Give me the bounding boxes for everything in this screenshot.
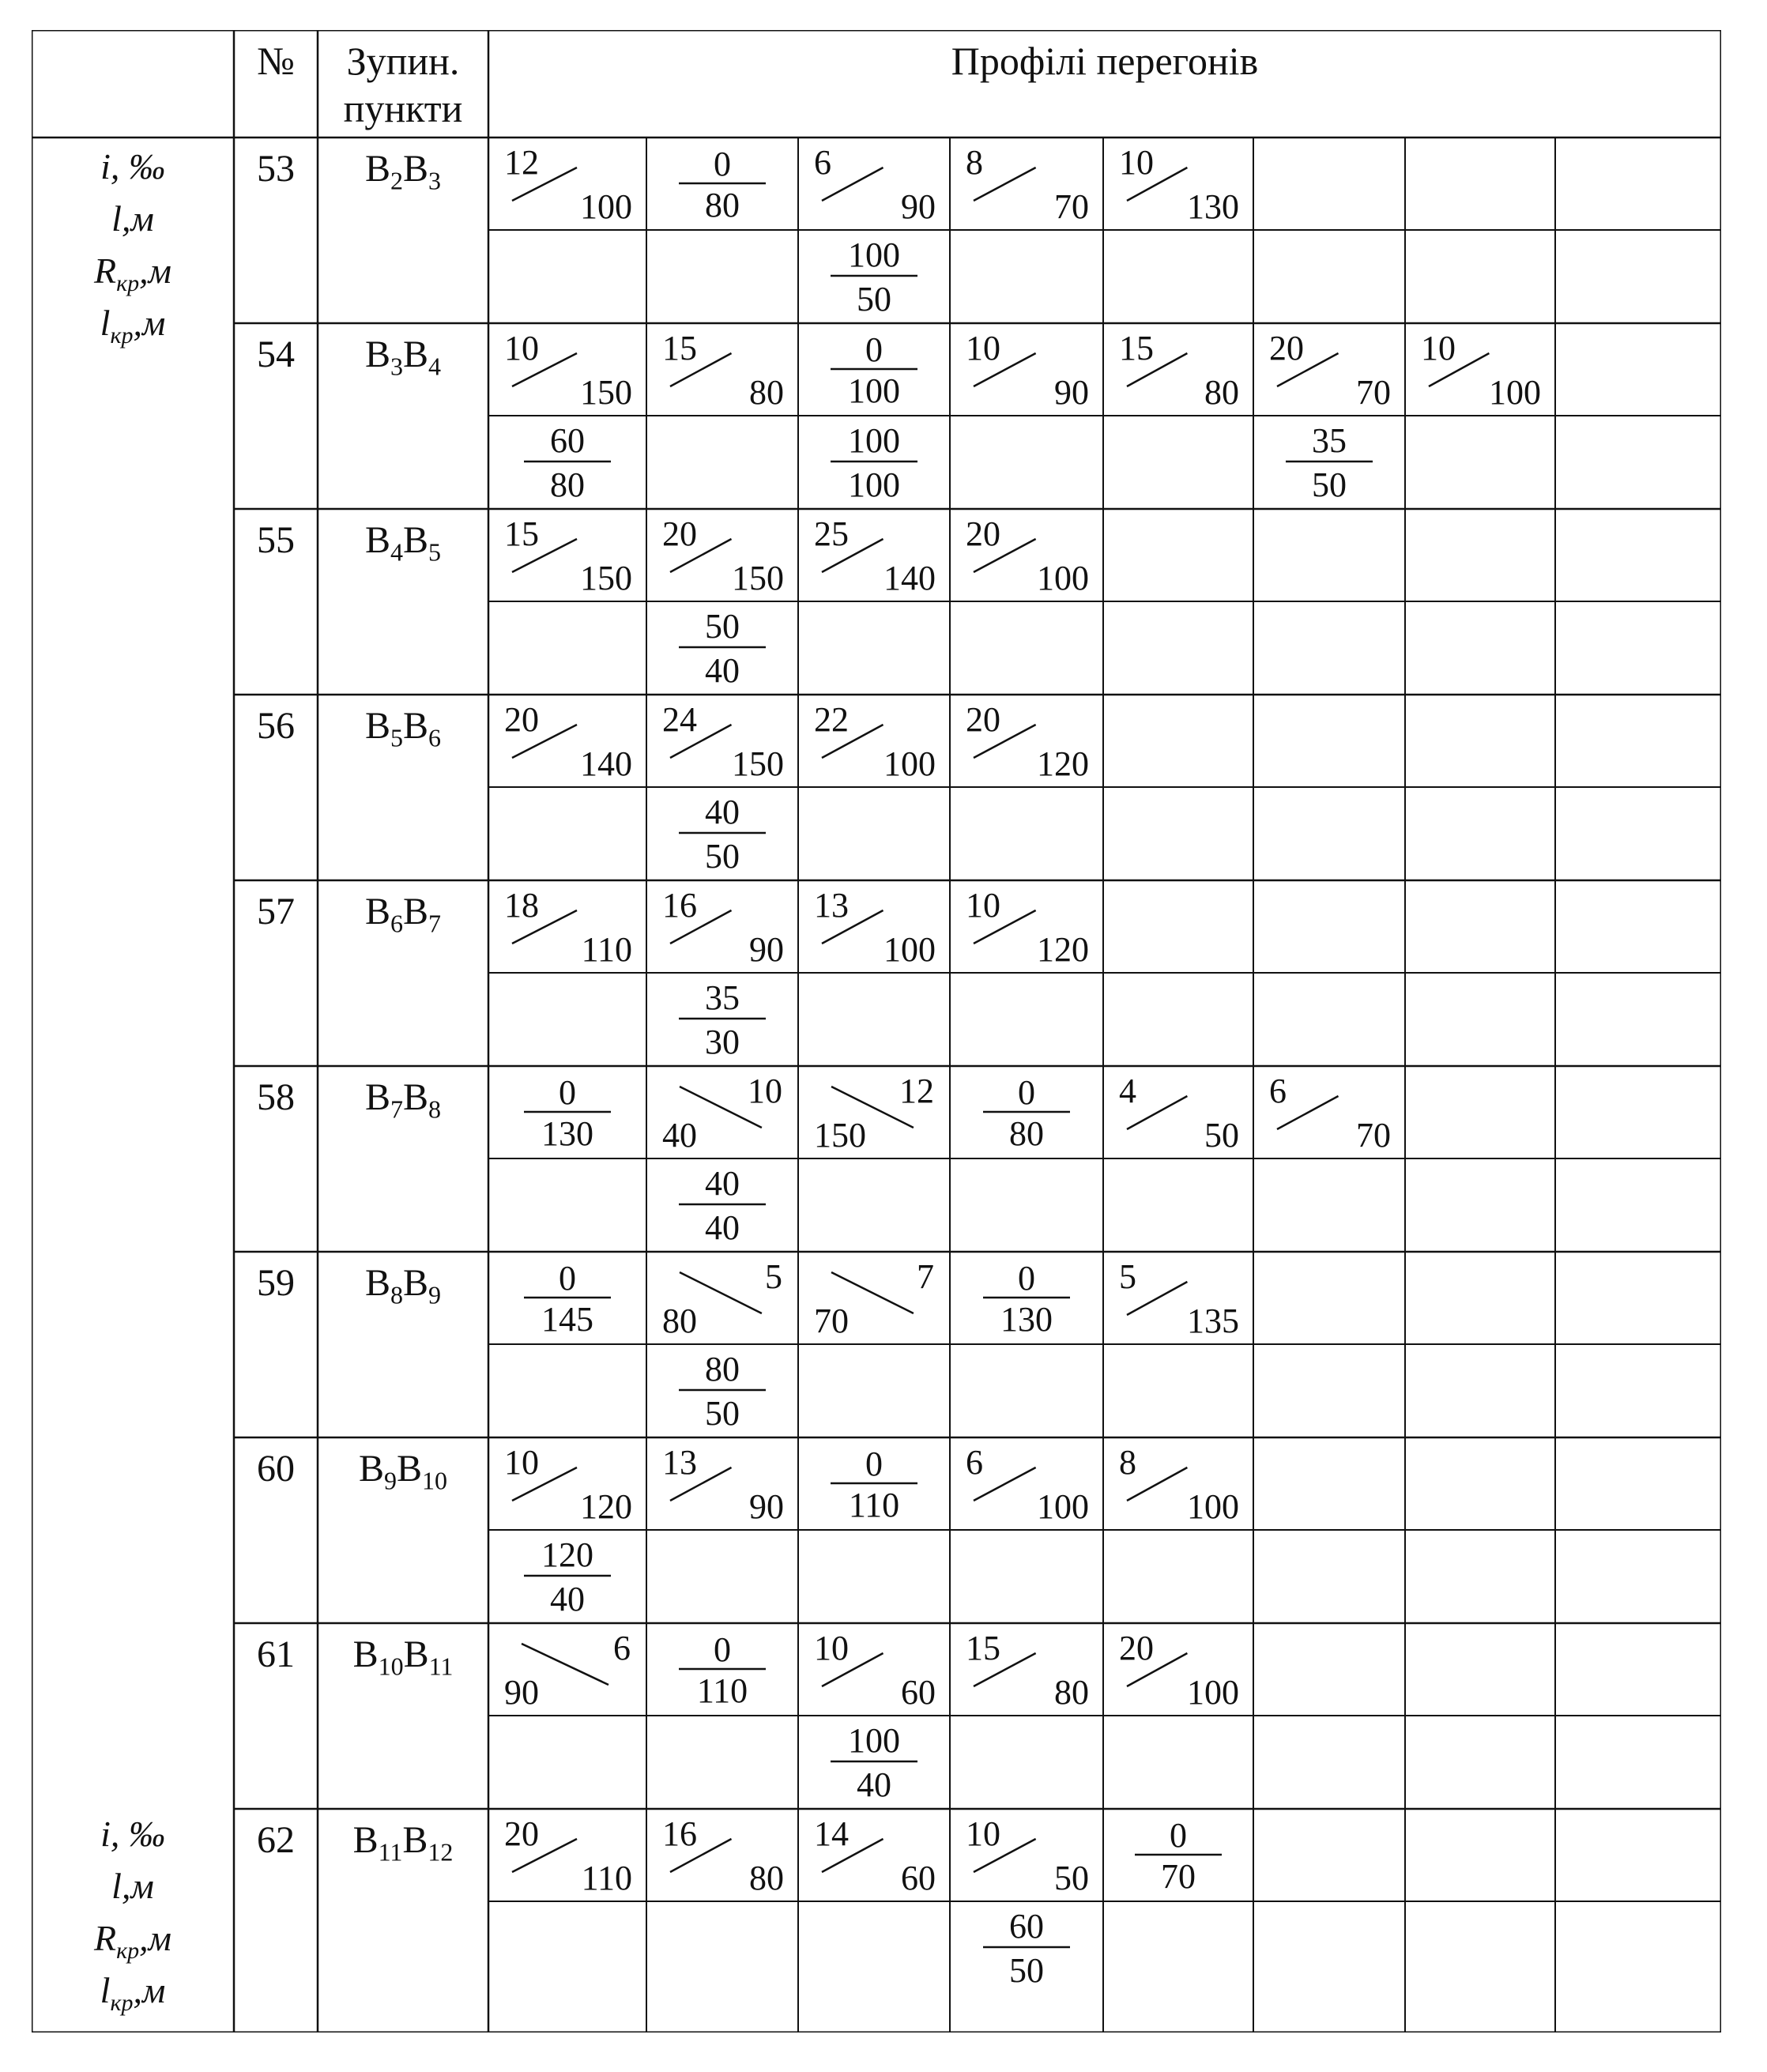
- grade-value: 16: [662, 886, 697, 925]
- grade-value: 10: [1119, 143, 1154, 182]
- length-value: 100: [1037, 1487, 1089, 1526]
- grade-value: 15: [504, 514, 539, 553]
- length-value: 150: [580, 373, 632, 412]
- length-value: 130: [1000, 1300, 1053, 1339]
- stop-name: $B_3B_4$: [364, 333, 442, 381]
- length-value: 90: [504, 1673, 539, 1712]
- stop-name: $B_8B_9$: [364, 1262, 442, 1309]
- length-value: 120: [1037, 744, 1089, 783]
- stop-name: $B_{10}B_{11}$: [352, 1633, 454, 1681]
- grade-value: 22: [814, 700, 849, 739]
- length-value: 110: [581, 1859, 632, 1897]
- grade-value: 0: [714, 145, 731, 183]
- curve-radius-value: 50: [705, 607, 740, 646]
- curve-radius-value: 100: [848, 1721, 900, 1760]
- grade-value: 12: [504, 143, 539, 182]
- length-value: 70: [1356, 373, 1391, 412]
- length-value: 140: [580, 744, 632, 783]
- length-value: 150: [580, 559, 632, 597]
- curve-radius-value: 40: [705, 1164, 740, 1203]
- length-value: 50: [1204, 1116, 1239, 1155]
- curve-length-value: 100: [848, 465, 900, 504]
- length-value: 50: [1054, 1859, 1089, 1897]
- grade-value: 0: [1018, 1259, 1035, 1298]
- grade-value: 10: [504, 1443, 539, 1482]
- curve-radius-value: 35: [705, 978, 740, 1017]
- grade-value: 20: [1269, 329, 1304, 367]
- row-number: 54: [257, 333, 295, 375]
- grade-value: 0: [865, 1445, 883, 1483]
- length-value: 100: [884, 744, 936, 783]
- length-value: 100: [1187, 1673, 1239, 1712]
- grade-value: 6: [814, 143, 831, 182]
- length-value: 100: [1187, 1487, 1239, 1526]
- curve-length-value: 40: [857, 1765, 891, 1804]
- length-value: 100: [884, 930, 936, 969]
- grade-value: 16: [662, 1814, 697, 1853]
- length-value: 120: [1037, 930, 1089, 969]
- grade-value: 10: [966, 886, 1000, 925]
- grade-value: 7: [917, 1257, 934, 1296]
- header-number: №: [257, 39, 295, 83]
- grade-value: 15: [966, 1629, 1000, 1667]
- curve-length-value: 30: [705, 1023, 740, 1061]
- curve-length-value: 50: [1312, 465, 1347, 504]
- length-value: 80: [1054, 1673, 1089, 1712]
- legend-bottom-label-2: $R_{кр},м$: [93, 1918, 172, 1965]
- length-value: 80: [1204, 373, 1239, 412]
- grade-value: 24: [662, 700, 697, 739]
- length-value: 80: [749, 373, 784, 412]
- curve-length-value: 40: [705, 651, 740, 690]
- header-stops-line2: пункти: [343, 86, 463, 130]
- curve-length-value: 50: [705, 1394, 740, 1433]
- row-number: 56: [257, 705, 295, 747]
- curve-length-value: 50: [705, 837, 740, 876]
- curve-length-value: 40: [550, 1580, 585, 1618]
- grade-value: 20: [966, 700, 1000, 739]
- grade-value: 6: [966, 1443, 983, 1482]
- length-value: 80: [705, 186, 740, 224]
- row-number: 60: [257, 1448, 295, 1490]
- row-number: 62: [257, 1819, 295, 1861]
- stop-name: $B_9B_{10}$: [358, 1448, 448, 1495]
- grade-value: 10: [814, 1629, 849, 1667]
- stop-name: $B_{11}B_{12}$: [352, 1819, 454, 1867]
- stop-name: $B_2B_3$: [364, 148, 442, 195]
- curve-radius-value: 100: [848, 235, 900, 274]
- length-value: 150: [814, 1116, 866, 1155]
- grade-value: 10: [504, 329, 539, 367]
- grade-value: 0: [1170, 1816, 1187, 1855]
- grade-value: 5: [1119, 1257, 1136, 1296]
- length-value: 70: [1161, 1857, 1196, 1896]
- grade-value: 10: [1421, 329, 1456, 367]
- length-value: 70: [1054, 187, 1089, 226]
- grade-value: 0: [865, 330, 883, 369]
- grade-value: 0: [559, 1073, 576, 1112]
- length-value: 110: [696, 1671, 748, 1710]
- length-value: 100: [1037, 559, 1089, 597]
- length-value: 130: [541, 1114, 593, 1153]
- grade-value: 0: [1018, 1073, 1035, 1112]
- row-number: 57: [257, 891, 295, 932]
- grade-value: 25: [814, 514, 849, 553]
- stop-name: $B_7B_8$: [364, 1076, 442, 1124]
- row-number: 58: [257, 1076, 295, 1118]
- length-value: 80: [662, 1302, 697, 1340]
- length-value: 100: [1489, 373, 1541, 412]
- grade-value: 0: [714, 1630, 731, 1669]
- grade-value: 20: [504, 700, 539, 739]
- curve-length-value: 80: [550, 465, 585, 504]
- length-value: 70: [814, 1302, 849, 1340]
- length-value: 80: [749, 1859, 784, 1897]
- grade-value: 10: [966, 1814, 1000, 1853]
- curve-radius-value: 80: [705, 1350, 740, 1388]
- curve-length-value: 50: [1009, 1951, 1044, 1990]
- row-number: 53: [257, 148, 295, 190]
- legend-top-label-1: l,м: [111, 198, 154, 239]
- length-value: 70: [1356, 1116, 1391, 1155]
- grade-value: 10: [748, 1072, 782, 1110]
- curve-radius-value: 35: [1312, 421, 1347, 460]
- legend-top-label-2: $R_{кр},м$: [93, 251, 172, 297]
- legend-top-label-0: i, ‰: [100, 146, 165, 186]
- grade-value: 8: [966, 143, 983, 182]
- grade-value: 0: [559, 1259, 576, 1298]
- grade-value: 5: [765, 1257, 782, 1296]
- stop-name: $B_4B_5$: [364, 519, 442, 567]
- length-value: 90: [901, 187, 936, 226]
- row-number: 55: [257, 519, 295, 561]
- grade-value: 20: [1119, 1629, 1154, 1667]
- length-value: 90: [749, 1487, 784, 1526]
- grade-value: 6: [1269, 1072, 1287, 1110]
- curve-radius-value: 100: [848, 421, 900, 460]
- grade-value: 13: [662, 1443, 697, 1482]
- length-value: 120: [580, 1487, 632, 1526]
- row-number: 59: [257, 1262, 295, 1304]
- length-value: 150: [732, 744, 784, 783]
- grade-value: 14: [814, 1814, 849, 1853]
- length-value: 130: [1187, 187, 1239, 226]
- legend-bottom-label-1: l,м: [111, 1866, 154, 1906]
- grade-value: 20: [504, 1814, 539, 1853]
- length-value: 40: [662, 1116, 697, 1155]
- length-value: 100: [848, 371, 900, 410]
- length-value: 90: [1054, 373, 1089, 412]
- grade-value: 20: [662, 514, 697, 553]
- header-profiles: Профілі перегонів: [951, 39, 1259, 83]
- grade-value: 13: [814, 886, 849, 925]
- header-stops-line1: Зупин.: [346, 39, 460, 83]
- curve-radius-value: 60: [1009, 1907, 1044, 1946]
- grade-value: 10: [966, 329, 1000, 367]
- length-value: 135: [1187, 1302, 1239, 1340]
- legend-bottom-label-0: i, ‰: [100, 1814, 165, 1854]
- curve-length-value: 50: [857, 280, 891, 318]
- legend-bottom-label-3: $l_{кр},м$: [100, 1970, 166, 2017]
- grade-value: 15: [1119, 329, 1154, 367]
- length-value: 140: [884, 559, 936, 597]
- legend-top-label-3: $l_{кр},м$: [100, 303, 166, 349]
- length-value: 90: [749, 930, 784, 969]
- length-value: 60: [901, 1673, 936, 1712]
- curve-radius-value: 60: [550, 421, 585, 460]
- length-value: 110: [848, 1486, 900, 1524]
- stop-name: $B_6B_7$: [364, 891, 442, 938]
- grade-value: 8: [1119, 1443, 1136, 1482]
- length-value: 100: [580, 187, 632, 226]
- profiles-table: [32, 30, 1721, 2032]
- grade-value: 15: [662, 329, 697, 367]
- grade-value: 20: [966, 514, 1000, 553]
- curve-length-value: 40: [705, 1208, 740, 1247]
- curve-radius-value: 120: [541, 1535, 593, 1574]
- grade-value: 4: [1119, 1072, 1136, 1110]
- length-value: 145: [541, 1300, 593, 1339]
- length-value: 150: [732, 559, 784, 597]
- grade-value: 6: [613, 1629, 631, 1667]
- length-value: 110: [581, 930, 632, 969]
- row-number: 61: [257, 1633, 295, 1675]
- length-value: 60: [901, 1859, 936, 1897]
- grade-value: 18: [504, 886, 539, 925]
- grade-value: 12: [899, 1072, 934, 1110]
- stop-name: $B_5B_6$: [364, 705, 442, 752]
- length-value: 80: [1009, 1114, 1044, 1153]
- curve-radius-value: 40: [705, 793, 740, 831]
